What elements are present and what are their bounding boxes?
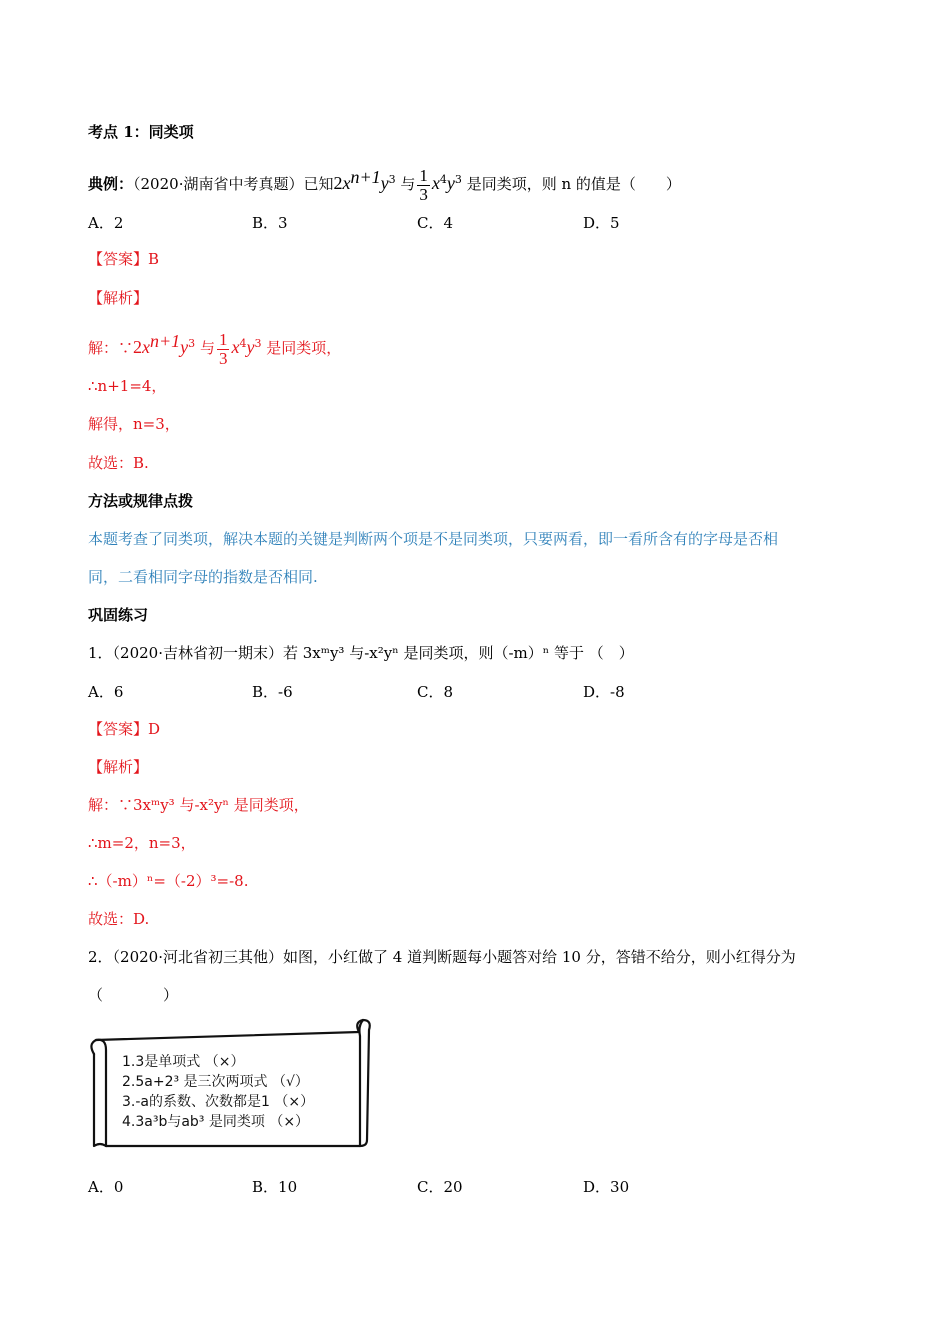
q2-option-a: A．0 [88, 1178, 124, 1196]
q1-option-a: A．6 [88, 683, 124, 701]
term2-yexp: 3 [454, 173, 462, 186]
example-step-2: 解得，n=3， [88, 415, 180, 433]
q1-answer: 【答案】D [88, 720, 161, 738]
example-question [88, 162, 681, 204]
example-answer: 【答案】B [88, 250, 160, 268]
q1-option-d: D．-8 [583, 683, 625, 701]
scroll-line-4: 4.3a³b与ab³ 是同类项 （×） [122, 1114, 310, 1130]
example-step-3: 故选：B. [88, 454, 149, 472]
fraction-one-third: $\frac{1}{3}$ [419, 165, 428, 204]
connector: 与 [400, 175, 416, 193]
example-option-d: D．5 [583, 214, 620, 232]
term1-y: y [380, 173, 389, 193]
quiz-scroll-figure [84, 1018, 374, 1158]
section-title: 考点 1：同类项 [88, 123, 194, 141]
solution-prefix: 解：∵ [88, 339, 134, 357]
method-line-1: 本题考查了同类项，解决本题的关键是判断两个项是不是同类项，只要两看，即一看所含有的字母是否相 [88, 530, 779, 548]
q1-option-c: C．8 [417, 683, 454, 701]
example-solution: 解：$\because 2x^{n+1}y^3$ 与 $\frac{1}{3}$ $x^4y^3$ 是同类项， [88, 329, 342, 368]
q1-analysis-label: 【解析】 [88, 758, 149, 776]
example-source: （2020·湖南省中考真题）已知 [133, 175, 334, 193]
q1-step-4: 故选：D. [88, 910, 150, 928]
scroll-line-2: 2.5a+2³ 是三次两项式 （√） [122, 1074, 309, 1090]
term2-y: y [446, 173, 455, 193]
method-title: 方法或规律点拨 [88, 492, 194, 510]
q2-stem: 2．（2020·河北省初三其他）如图，小红做了 4 道判断题每小题答对给 10 分，答错不给分，则小红得分为 [88, 948, 796, 966]
q2-option-b: B．10 [252, 1178, 298, 1196]
q1-step-2: ∴m=2，n=3， [88, 834, 196, 852]
solution-tail: 是同类项， [266, 339, 342, 357]
q1-stem: 1．（2020·吉林省初一期末）若 3xᵐy³ 与-x²yⁿ 是同类项，则（-m）ⁿ 等于 （ ） [88, 644, 634, 662]
example-label: 典例： [88, 175, 134, 193]
practice-title: 巩固练习 [88, 606, 149, 624]
term2-xexp: 4 [439, 173, 447, 186]
q2-stem-bracket: （ ） [88, 986, 179, 1004]
q1-step-3: ∴（-m）ⁿ=（-2）³=-8. [88, 872, 249, 890]
q2-option-d: D．30 [583, 1178, 630, 1196]
example-option-c: C．4 [417, 214, 454, 232]
solution-fraction: $\frac{1}{3}$ [218, 329, 228, 368]
term2-x: x [431, 173, 440, 193]
question-tail: 是同类项，则 n 的值是（ ） [466, 175, 681, 193]
example-analysis-label: 【解析】 [88, 289, 149, 307]
term1-yexp: 3 [388, 173, 396, 186]
term1-coef: 2 [333, 173, 343, 193]
example-step-1: ∴n+1=4， [88, 377, 167, 395]
q2-option-c: C．20 [417, 1178, 463, 1196]
q1-step-1: 解：∵3xᵐy³ 与-x²yⁿ 是同类项， [88, 796, 309, 814]
scroll-line-1: 1.3是单项式 （×） [122, 1054, 245, 1070]
example-option-a: A．2 [88, 214, 124, 232]
q1-option-b: B．-6 [252, 683, 293, 701]
scroll-line-3: 3.-a的系数、次数都是1 （×） [122, 1094, 315, 1110]
example-option-b: B．3 [252, 214, 288, 232]
method-line-2: 同，二看相同字母的指数是否相同. [88, 568, 318, 586]
term1-xexp: n+1 [350, 167, 381, 187]
term1-x: x [342, 173, 351, 193]
